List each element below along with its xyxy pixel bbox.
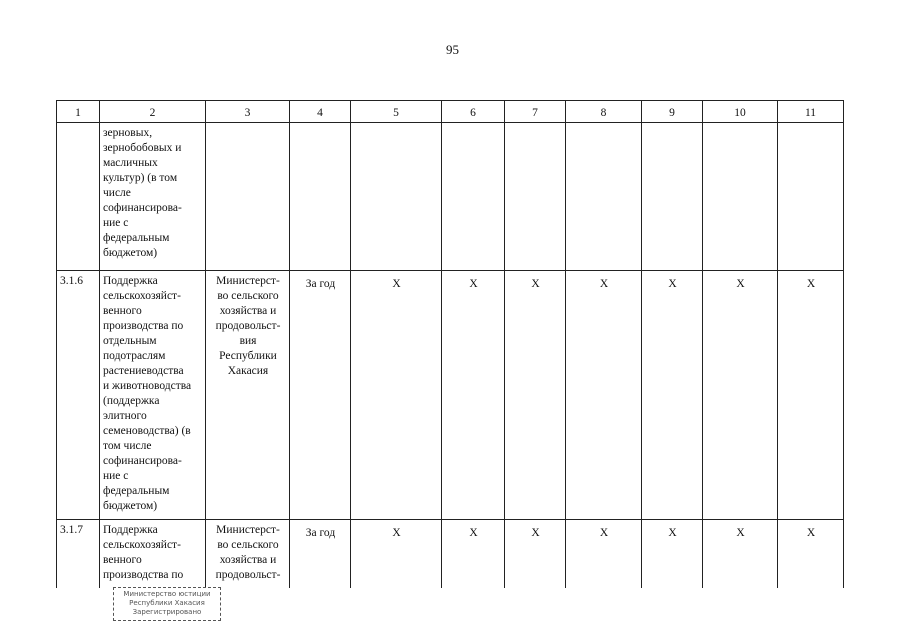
period-cell: За год bbox=[290, 520, 351, 589]
value-cell bbox=[642, 123, 703, 271]
header-cell: 6 bbox=[442, 101, 505, 123]
code-cell: 3.1.7 bbox=[57, 520, 100, 589]
table-row-continuation bbox=[57, 123, 844, 271]
executor-cell: Министерст- во сельского хозяйства и продовольст- bbox=[206, 520, 290, 589]
mark-cell: Х bbox=[778, 271, 844, 520]
mark-cell: Х bbox=[642, 520, 703, 589]
period-cell bbox=[290, 123, 351, 271]
description-cell: Поддержка сельскохозяйст- венного производства по отдельным подотраслям растениеводства и животноводства (поддержка элитного семеноводства) (в том числе софинансирова- ние с федеральным бюджетом) bbox=[100, 271, 206, 520]
header-cell: 9 bbox=[642, 101, 703, 123]
data-table bbox=[56, 100, 844, 588]
header-cell: 2 bbox=[100, 101, 206, 123]
header-cell: 7 bbox=[505, 101, 566, 123]
table-row-3-1-6 bbox=[57, 271, 844, 520]
mark-cell: Х bbox=[566, 271, 642, 520]
mark-cell: Х bbox=[778, 520, 844, 589]
header-cell: 3 bbox=[206, 101, 290, 123]
header-cell: 8 bbox=[566, 101, 642, 123]
code-cell: 3.1.6 bbox=[57, 271, 100, 520]
page-number: 95 bbox=[446, 42, 459, 57]
value-cell bbox=[442, 123, 505, 271]
description-cell: зерновых, зернобобовых и масличных культур) (в том числе софинансирова- ние с федеральным бюджетом) bbox=[100, 123, 206, 271]
mark-cell: Х bbox=[505, 271, 566, 520]
mark-cell: Х bbox=[505, 520, 566, 589]
mark-cell: Х bbox=[703, 271, 778, 520]
header-cell: 11 bbox=[778, 101, 844, 123]
value-cell bbox=[566, 123, 642, 271]
mark-cell: Х bbox=[642, 271, 703, 520]
mark-cell: Х bbox=[351, 520, 442, 589]
header-row bbox=[57, 101, 844, 123]
header-cell: 5 bbox=[351, 101, 442, 123]
period-cell: За год bbox=[290, 271, 351, 520]
stamp-line: Республики Хакасия bbox=[129, 599, 205, 607]
header-cell: 4 bbox=[290, 101, 351, 123]
value-cell bbox=[778, 123, 844, 271]
mark-cell: Х bbox=[442, 520, 505, 589]
registration-stamp bbox=[113, 587, 221, 621]
header-cell: 10 bbox=[703, 101, 778, 123]
mark-cell: Х bbox=[703, 520, 778, 589]
code-cell bbox=[57, 123, 100, 271]
executor-cell bbox=[206, 123, 290, 271]
stamp-line: Министерство юстиции bbox=[123, 590, 211, 598]
description-cell: Поддержка сельскохозяйст- венного производства по bbox=[100, 520, 206, 589]
table-row-3-1-7 bbox=[57, 520, 844, 589]
mark-cell: Х bbox=[351, 271, 442, 520]
value-cell bbox=[703, 123, 778, 271]
stamp-line: Зарегистрировано bbox=[132, 608, 202, 616]
header-cell: 1 bbox=[57, 101, 100, 123]
value-cell bbox=[505, 123, 566, 271]
mark-cell: Х bbox=[566, 520, 642, 589]
executor-cell: Министерст- во сельского хозяйства и продовольст- вия Республики Хакасия bbox=[206, 271, 290, 520]
value-cell bbox=[351, 123, 442, 271]
mark-cell: Х bbox=[442, 271, 505, 520]
